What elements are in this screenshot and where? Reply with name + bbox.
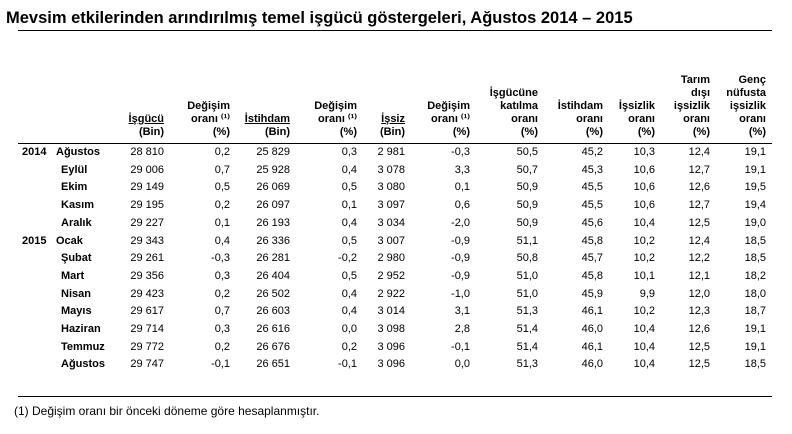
table-cell: 0,3 [214,323,230,335]
column-header-line: katılma [500,100,538,112]
table-cell: 26 193 [256,216,290,229]
row-year: 2014 [22,146,47,158]
column-header-line: oranı [576,113,603,125]
table-cell: 3 014 [377,305,405,318]
table-cell: 10,4 [633,340,655,353]
column-header-line: Değişim [427,100,470,112]
column-header [427,87,470,139]
table-cell: 29 747 [130,358,164,371]
table-cell: 28 810 [130,146,164,158]
column-header-line: İstihdam [557,100,603,112]
table-cell: 12,7 [688,199,710,212]
row-month: Şubat [61,252,92,265]
table-cell: 0,0 [341,323,357,335]
table-cell: 0,2 [214,199,230,212]
table-cell: 0,0 [454,358,470,371]
column-header-line: (%) [339,126,357,138]
column-header-line [129,100,164,113]
table-cell: 0,3 [341,146,357,158]
table-cell: 51,4 [516,323,538,335]
table-cell: 25 829 [256,146,290,158]
table-cell: -1,0 [451,287,470,300]
table-cell: 12,5 [688,358,710,371]
table-cell: 3,1 [454,305,470,318]
column-header-line: (Bin) [264,126,290,138]
table-cell: 2 981 [377,146,405,158]
table-cell: -0,3 [211,252,230,265]
table-cell: 45,7 [581,252,603,265]
table-cell: 12,1 [688,269,710,282]
column-header-line [245,100,290,113]
column-header-line: İşgücüne [489,87,538,99]
column-header-line: oranı ⁽¹⁾ [190,113,230,125]
table-cell: 18,7 [744,305,766,318]
table-cell: 12,2 [688,252,710,265]
table-cell: 25 928 [256,163,290,176]
table-bottom-divider [18,396,772,397]
table-cell: 0,2 [214,287,230,300]
column-header-line: nüfusta [726,87,766,99]
table-cell: 45,6 [581,216,603,229]
table-cell: 19,1 [744,323,766,335]
column-header-line [380,87,405,100]
table-cell: 0,1 [214,216,230,229]
row-month: Haziran [61,323,101,335]
table-cell: 12,0 [688,287,710,300]
table-cell: 3 098 [377,323,405,335]
table-cell: 29 772 [130,340,164,353]
table-cell: 0,2 [214,340,230,353]
table-cell: 51,1 [516,234,538,247]
table-cell: 0,7 [214,163,230,176]
table-cell: 0,4 [341,305,357,318]
column-header-line: oranı [683,113,710,125]
column-header-line: (%) [692,126,710,138]
table-cell: 26 616 [256,323,290,335]
table-cell: 10,6 [633,181,655,194]
column-header-line: (Bin) [379,126,405,138]
table-cell: 29 149 [130,181,164,194]
table-cell: 51,0 [516,269,538,282]
column-header-line: (Bin) [138,126,164,138]
column-header [129,87,164,139]
column-header-line [558,87,603,100]
table-cell: 10,2 [633,305,655,318]
table-cell: 50,7 [516,163,538,176]
table-cell: 29 423 [130,287,164,300]
column-header [314,87,357,139]
header-divider [18,143,772,144]
table-cell: 26 676 [256,340,290,353]
table-cell: -0,3 [451,146,470,158]
table-cell: 2 952 [377,269,405,282]
table-cell: 46,0 [581,323,603,335]
table-cell: 29 356 [130,269,164,282]
table-cell: 0,3 [214,269,230,282]
table-cell: 19,1 [744,340,766,353]
table-cell: 0,4 [341,287,357,300]
table-cell: 19,4 [744,199,766,212]
table-cell: 12,3 [688,305,710,318]
column-header [558,87,603,139]
column-header-line: İşsiz [381,113,405,125]
column-header-line: işsizlik [673,100,710,112]
table-cell: 29 617 [130,305,164,318]
table-cell: 50,9 [516,199,538,212]
table-cell: 18,5 [744,358,766,371]
column-header-line: oranı [739,113,766,125]
column-header-line: oranı ⁽¹⁾ [317,113,357,125]
table-cell: 2,8 [454,323,470,335]
table-cell: 9,9 [639,287,655,300]
table-cell: 50,9 [516,181,538,194]
column-header-line [314,87,357,100]
table-cell: 29 227 [130,216,164,229]
table-cell: 19,5 [744,181,766,194]
row-month: Mayıs [61,305,92,318]
table-cell: 50,9 [516,216,538,229]
table-cell: 29 261 [130,252,164,265]
column-header-line [245,87,290,100]
table-cell: -0,1 [338,358,357,371]
column-header-line: İşsizlik [618,100,655,112]
table-cell: 10,2 [633,252,655,265]
table-cell: -2,0 [451,216,470,229]
table-cell: 0,4 [341,163,357,176]
table-cell: 29 714 [130,323,164,335]
column-header-line: Değişim [187,100,230,112]
table-cell: 10,6 [633,199,655,212]
table-cell: 0,1 [341,199,357,212]
table-cell: 26 069 [256,181,290,194]
table-cell: 0,5 [214,181,230,194]
table-cell: 12,5 [688,340,710,353]
column-header-line: (%) [212,126,230,138]
table-cell: 51,0 [516,287,538,300]
table-cell: 26 097 [256,199,290,212]
table-cell: 26 404 [256,269,290,282]
column-header-line: İşgücü [128,113,164,125]
table-cell: 19,1 [744,163,766,176]
table-cell: 50,8 [516,252,538,265]
table-cell: -0,9 [451,234,470,247]
table-cell: 10,2 [633,234,655,247]
table-cell: 29 195 [130,199,164,212]
table-cell: 18,5 [744,234,766,247]
column-header-line: (%) [637,126,655,138]
table-cell: 45,9 [581,287,603,300]
table-cell: 12,4 [688,234,710,247]
table-cell: 2 922 [377,287,405,300]
column-header-line: Genç [738,74,766,86]
table-cell: 3 007 [377,234,405,247]
table-cell: 0,4 [214,234,230,247]
column-header-line: oranı [628,113,655,125]
table-cell: 2 980 [377,252,405,265]
table-cell: 46,1 [581,305,603,318]
table-cell: 10,4 [633,216,655,229]
row-month: Ocak [56,234,83,247]
row-month: Mart [61,269,85,282]
table-cell: 0,5 [341,234,357,247]
table-cell: -0,9 [451,269,470,282]
column-header-line [380,100,405,113]
table-cell: 3 078 [377,163,405,176]
table-cell: 45,5 [581,199,603,212]
column-header-line: oranı [511,113,538,125]
table-cell: 45,3 [581,163,603,176]
row-month: Ekim [61,181,88,194]
table-cell: 50,5 [516,146,538,158]
table-cell: 46,0 [581,358,603,371]
column-header-line: (%) [585,126,603,138]
table-cell: 0,2 [341,340,357,353]
table-cell: 29 006 [130,163,164,176]
row-month: Ağustos [61,358,105,371]
table-cell: 3 096 [377,340,405,353]
table-cell: 3 096 [377,358,405,371]
table-cell: 10,1 [633,269,655,282]
table-cell: 26 281 [256,252,290,265]
row-month: Eylül [61,163,88,176]
column-header [380,87,405,139]
row-month: Aralık [61,216,92,229]
table-cell: -0,1 [451,340,470,353]
table-cell: 51,3 [516,305,538,318]
column-header [490,87,538,139]
row-month: Kasım [61,199,95,212]
column-header-line [619,87,655,100]
table-cell: 51,4 [516,340,538,353]
column-header-line: işsizlik [729,100,766,112]
table-cell: 12,6 [688,181,710,194]
table-cell: 0,7 [214,305,230,318]
column-header-line: (%) [520,126,538,138]
table-cell: 46,1 [581,340,603,353]
table-cell: 29 343 [130,234,164,247]
table-cell: 0,4 [341,216,357,229]
column-header-line: Tarım [680,74,710,86]
table-cell: 3 097 [377,199,405,212]
table-cell: 19,1 [744,146,766,158]
table-cell: 18,2 [744,269,766,282]
table-cell: 19,0 [744,216,766,229]
column-header [726,74,766,139]
row-month: Ağustos [56,146,100,158]
table-cell: 12,6 [688,323,710,335]
column-header-line: dışı [691,87,710,99]
table-cell: 0,1 [454,181,470,194]
row-month: Nisan [61,287,91,300]
table-cell: 45,8 [581,234,603,247]
table-cell: 12,4 [688,146,710,158]
column-header-line [187,87,230,100]
column-header [245,87,290,139]
row-month: Temmuz [61,340,105,353]
table-cell: 26 603 [256,305,290,318]
column-header [619,87,655,139]
table-cell: 45,2 [581,146,603,158]
table-cell: -0,1 [211,358,230,371]
column-header-line: oranı ⁽¹⁾ [430,113,470,125]
table-cell: 45,8 [581,269,603,282]
table-cell: 10,4 [633,358,655,371]
table-cell: 12,7 [688,163,710,176]
table-cell: 51,3 [516,358,538,371]
table-cell: 45,5 [581,181,603,194]
row-year: 2015 [22,234,47,247]
table-cell: 26 336 [256,234,290,247]
title-divider [18,30,772,31]
column-header-line: (%) [748,126,766,138]
table-cell: 18,0 [744,287,766,300]
column-header-line: (%) [452,126,470,138]
table-cell: 3 080 [377,181,405,194]
table-cell: 3,3 [454,163,470,176]
table-cell: 10,6 [633,163,655,176]
table-cell: 26 651 [256,358,290,371]
column-header-line [427,87,470,100]
table-cell: -0,2 [338,252,357,265]
column-header-line: İstihdam [244,113,290,125]
table-cell: 26 502 [256,287,290,300]
table-cell: 0,5 [341,269,357,282]
table-cell: 10,4 [633,323,655,335]
table-cell: 12,5 [688,216,710,229]
footnote: (1) Değişim oranı bir önceki döneme göre hesaplanmıştır. [14,404,320,418]
column-header-line [129,87,164,100]
column-header [674,74,710,139]
table-cell: 10,3 [633,146,655,158]
table-cell: 3 034 [377,216,405,229]
column-header-line: Değişim [314,100,357,112]
page-title: Mevsim etkilerinden arındırılmış temel işgücü göstergeleri, Ağustos 2014 – 2015 [6,9,633,27]
table-cell: 18,5 [744,252,766,265]
table-cell: 0,6 [454,199,470,212]
table-cell: 0,5 [341,181,357,194]
column-header [187,87,230,139]
table-cell: 0,2 [214,146,230,158]
table-cell: -0,9 [451,252,470,265]
